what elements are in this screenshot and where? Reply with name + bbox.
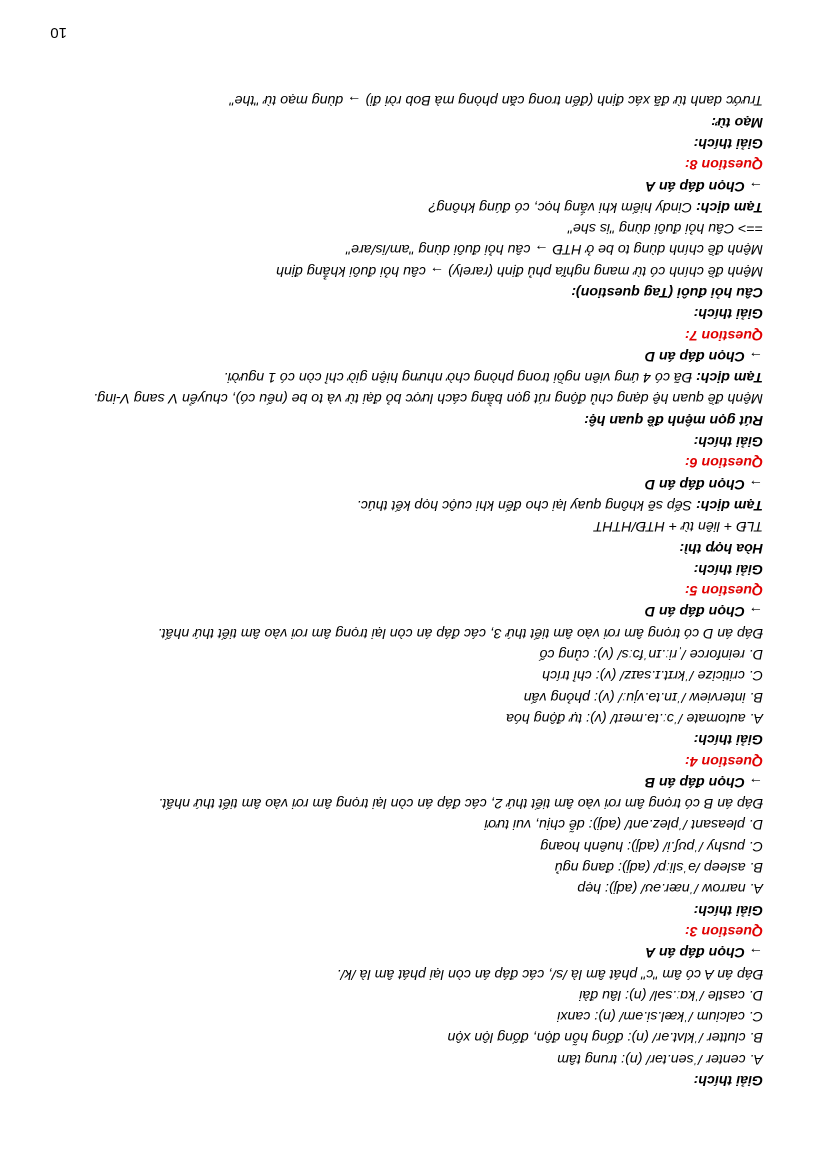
text-line: Đáp án A có âm "c" phát âm là /s/, các đáp án còn lại phát âm là /k/.: [336, 965, 763, 982]
section-label: Giải thích:: [693, 901, 763, 918]
text-line: C. pushy /ˈpʊʃ.i/ (adj): huênh hoang: [540, 837, 763, 854]
page-number: 10: [50, 24, 67, 41]
section-label: → Chọn đáp án D: [644, 603, 763, 620]
section-label: → Chọn đáp án A: [645, 944, 763, 961]
text-line: Đáp án B có trọng âm rơi vào âm tiết thứ 2, các đáp án còn lại trọng âm rơi vào âm tiết thứ nhất.: [158, 795, 763, 812]
translation-text: Sếp sẽ không quay lại cho đến khi cuộc họp kết thúc.: [356, 496, 696, 513]
translation-label: Tạm dịch:: [695, 496, 763, 513]
translation-text: Cindy hiếm khi vắng học, có đúng không?: [428, 198, 696, 215]
section-label: → Chọn đáp án A: [645, 177, 763, 194]
section-label: Hòa hợp thì:: [679, 539, 763, 556]
text-line: [63, 494, 763, 515]
section-label: Mạo từ:: [711, 113, 763, 130]
text-line: Mệnh đề quan hệ dạng chủ động rút gọn bằng cách lược bỏ đại từ và to be (nếu có), chuyển V sang V-ing.: [93, 390, 763, 407]
section-label: Rút gọn mệnh đề quan hệ:: [584, 411, 763, 428]
translation-label: Tạm dịch:: [695, 369, 763, 386]
text-line: A. narrow /ˈnær.əʊ/ (adj): hẹp: [577, 880, 763, 897]
section-label: Giải thích:: [693, 305, 763, 322]
question-heading: Question 5:: [684, 582, 763, 599]
question-heading: Question 6:: [684, 454, 763, 471]
text-line: Đáp án D có trọng âm rơi vào âm tiết thứ 3, các đáp án còn lại trọng âm rơi vào âm tiết thứ nhất.: [157, 624, 763, 641]
question-heading: Question 8:: [684, 156, 763, 173]
section-label: Câu hỏi đuôi (Tag question):: [571, 284, 763, 301]
text-line: [63, 366, 763, 387]
text-line: D. pleasant /ˈplez.ənt/ (adj): dễ chịu, vui tươi: [484, 816, 763, 833]
section-label: Giải thích:: [693, 1072, 763, 1088]
section-label: → Chọn đáp án B: [644, 773, 763, 790]
text-line: TLĐ + liên từ + HTĐ/HTHT: [593, 518, 763, 535]
section-label: → Chọn đáp án D: [644, 475, 763, 492]
section-label: → Chọn đáp án D: [644, 347, 763, 364]
text-line: ==> Câu hỏi đuôi dùng "is she": [567, 220, 763, 237]
text-line: A. center /ˈsen.tər/ (n): trung tâm: [557, 1050, 763, 1067]
text-line: C. criticize /ˈkrɪt.ɪ.saɪz/ (v): chỉ trích: [542, 667, 763, 684]
question-heading: Question 7:: [684, 326, 763, 343]
translation-label: Tạm dịch:: [695, 198, 763, 215]
section-label: Giải thích:: [693, 134, 763, 151]
question-heading: Question 4:: [684, 752, 763, 769]
section-label: Giải thích:: [693, 560, 763, 577]
section-label: Giải thích:: [693, 433, 763, 450]
section-label: Giải thích:: [693, 731, 763, 748]
text-line: D. castle /ˈkɑː.səl/ (n): lâu đài: [579, 986, 763, 1003]
document-body: [63, 89, 763, 1090]
text-line: Mệnh đề chính có từ mang nghĩa phủ định (rarely) → câu hỏi đuôi khẳng định: [276, 262, 763, 279]
text-line: [63, 196, 763, 217]
text-line: Mệnh đề chính dùng to be ở HTĐ → câu hỏi đuôi dùng "am/is/are": [346, 241, 763, 258]
text-line: C. calcium /ˈkæl.si.əm/ (n): canxi: [557, 1008, 763, 1025]
question-heading: Question 3:: [684, 922, 763, 939]
text-line: B. clutter /ˈklʌt.ər/ (n): đống hỗn độn, đống lộn xộn: [447, 1029, 763, 1046]
translation-text: Đã có 4 ứng viên ngồi trong phòng chờ nhưng hiện giờ chỉ còn có 1 người.: [223, 369, 696, 386]
text-line: B. asleep /əˈsliːp/ (adj): đang ngủ: [554, 859, 763, 876]
text-line: A. automate /ˈɔː.tə.meɪt/ (v): tự động hóa: [506, 709, 763, 726]
text-line: B. interview /ˈɪn.tə.vjuː/ (v): phỏng vấn: [523, 688, 763, 705]
text-line: Trước danh từ đã xác định (đến trong căn phòng mà Bob rời đi) → dùng mạo từ "the": [229, 92, 763, 109]
text-line: D. reinforce /ˌriː.ɪnˈfɔːs/ (v): củng cố: [539, 646, 763, 663]
